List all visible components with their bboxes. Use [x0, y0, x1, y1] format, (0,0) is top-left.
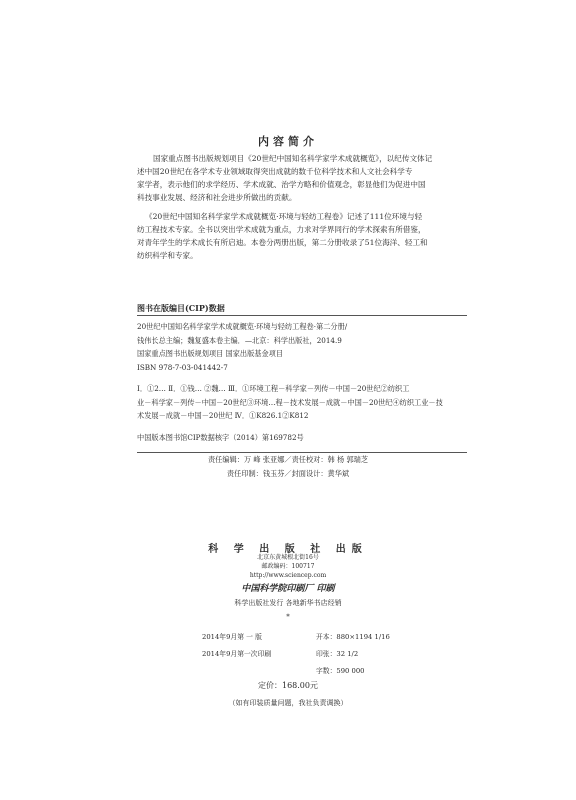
sheets-info: 印张：32 1/2	[316, 650, 359, 658]
production-credits: 责任印制：钱玉芬／封面设计：黄华斌	[226, 469, 350, 478]
credits-block	[0, 453, 576, 481]
text-line: 纺织科学和专家。	[137, 251, 198, 260]
cip-block	[137, 320, 467, 444]
text-line: 国家重点图书出版规划项目《20世纪中国知名科学家学术成就概览》，以纪传文体记	[153, 154, 433, 163]
distribution: 科学出版社发行 各地新华书店经销	[234, 599, 342, 607]
text-line: 纺工程技术专家。全书以突出学术成就为重点，力求对学界同行的学术探索有所借鉴，	[137, 225, 426, 234]
publisher-name: 科 学 出 版 社 出版	[208, 544, 368, 555]
format-info: 开本：880×1194 1/16	[316, 633, 390, 641]
text-line: 《20世纪中国知名科学家学术成就概览·环境与轻纺工程卷》记述了111位环境与轻	[145, 212, 423, 221]
cip-spacer	[137, 374, 467, 382]
text-line: 述中国20世纪在各学术专业领域取得突出成就的数千位科学技术和人文社会科学专	[137, 167, 413, 176]
divider-star: *	[286, 613, 290, 621]
edition-info: 2014年9月第 一 版	[202, 633, 262, 641]
intro-paragraph-2	[137, 210, 467, 262]
divider-line	[137, 315, 467, 316]
publisher-address: 北京东黄城根北街16号	[257, 554, 319, 561]
section-title: 内容简介	[258, 135, 318, 148]
words-info: 字数：590 000	[316, 667, 365, 675]
text-line: 对青年学生的学术成长有所启迪。本卷分两册出版，第二分册收录了51位海洋、轻工和	[137, 238, 428, 247]
cip-line: ISBN 978-7-03-041442-7	[137, 362, 228, 372]
intro-paragraph-1	[137, 152, 467, 204]
cip-line: 业－科学家－列传－中国－20世纪③环境…程－技术发展－成就－中国－20世纪④纺织工业－技	[137, 397, 443, 407]
cip-line: 20世纪中国知名科学家学术成就概览·环境与轻纺工程卷·第二分册/	[137, 322, 348, 331]
cip-line: 术发展－成就－中国－20世纪 Ⅳ．①K826.1②K812	[137, 411, 309, 420]
cip-line: 钱伟长总主编；魏复盛本卷主编．—北京：科学出版社，2014.9	[137, 335, 342, 345]
publisher-website: http://www.sciencep.com	[249, 572, 327, 579]
cip-line: 国家重点图书出版规划项目 国家出版基金项目	[137, 349, 284, 358]
printing-info: 2014年9月第一次印刷	[202, 650, 272, 658]
cip-line: Ⅰ．①2… Ⅱ．①钱… ②魏… Ⅲ．①环境工程－科学家－列传－中国－20世纪②纺织工	[137, 384, 410, 393]
publisher-postcode: 邮政编码：100717	[261, 563, 315, 570]
cip-line: 中国版本图书馆CIP数据核字（2014）第169782号	[137, 432, 304, 442]
text-line: 家学者，表示他们的求学经历、学术成就、治学方略和价值观念，彰显他们为促进中国	[137, 180, 426, 189]
price: 定价：168.00元	[258, 681, 318, 690]
quality-notice: （如有印装质量问题，我社负责调换）	[228, 699, 348, 707]
editor-credits: 责任编辑：万 峰 张亚娜／责任校对：韩 杨 郭瑞芝	[207, 455, 369, 464]
printer-name: 中国科学院印刷厂 印刷	[241, 584, 335, 594]
text-line: 科技事业发展、经济和社会进步所做出的贡献。	[137, 193, 297, 202]
cip-heading: 图书在版编目(CIP)数据	[137, 303, 225, 313]
cip-spacer	[137, 423, 467, 431]
